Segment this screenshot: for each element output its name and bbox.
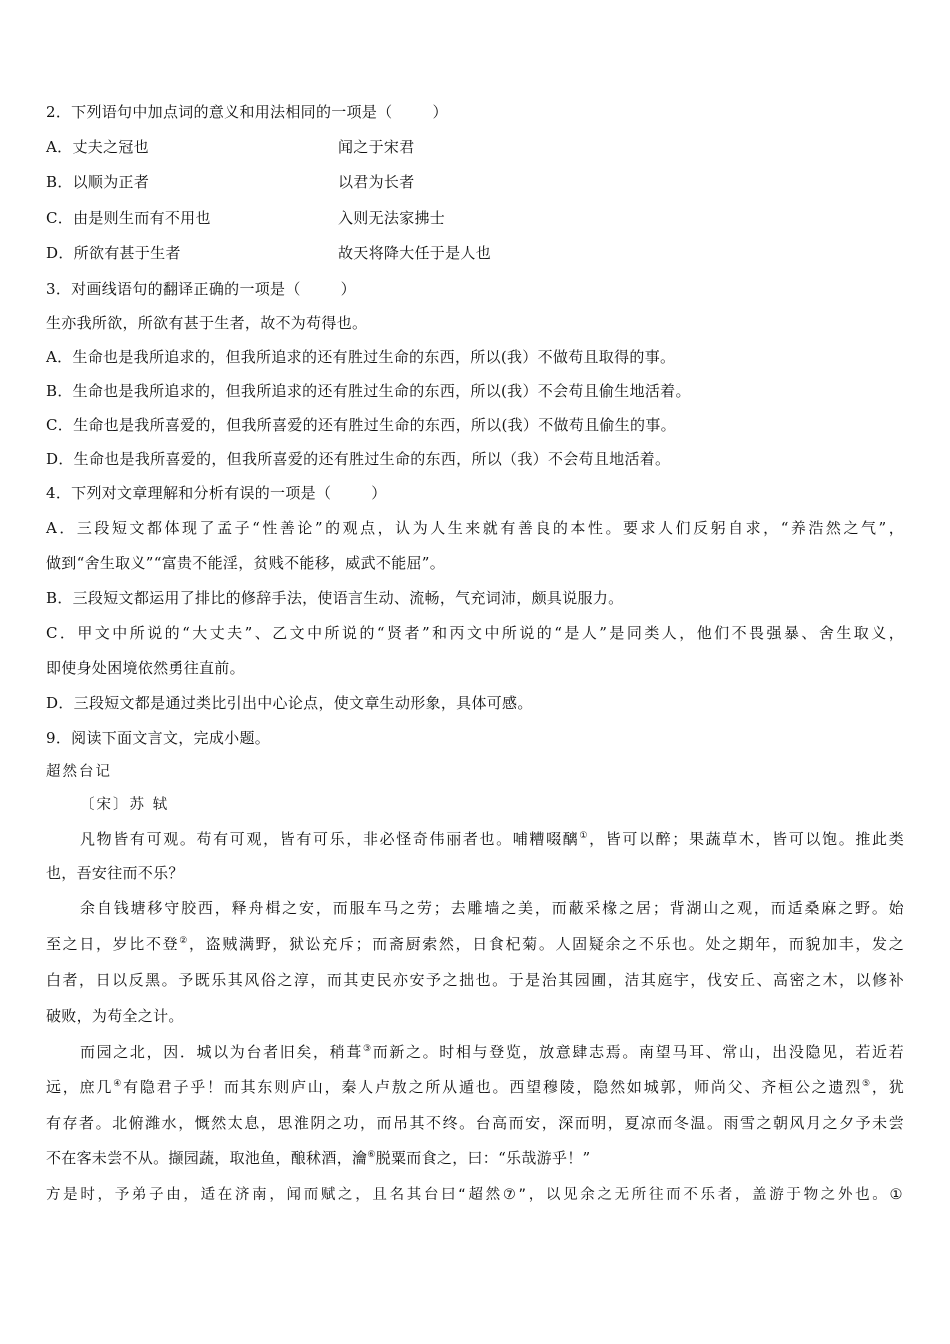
- q4-option-d: [46, 693, 533, 713]
- option-label: B．: [46, 173, 73, 191]
- q4-option-a-line2: 做到“舍生取义”“富贵不能淫，贫贱不能移，威武不能屈”。: [46, 554, 446, 572]
- text: 不在客未尝不从。撷园蔬，取池鱼，酿秫酒，瀹: [46, 1149, 368, 1167]
- text: 而新之。时相与登览，放意肆志焉。南望马耳、常山，出没隐见，若近若: [372, 1043, 904, 1061]
- option-label: C．: [46, 209, 74, 227]
- p1-line1: [80, 829, 904, 849]
- option-right: 入则无法家拂士: [338, 209, 446, 227]
- footnote-marker: ②: [179, 936, 190, 946]
- p4-line1: 方是时，予弟子由，适在济南，闻而赋之，且名其台曰“超然⑦”，以见余之无所往而不乐者，盖游于物之外也。①: [46, 1187, 904, 1203]
- option-label: C．: [46, 416, 74, 434]
- p2-line2: [46, 934, 904, 954]
- option-left: 由是则生而有不用也: [73, 209, 211, 227]
- q4-option-b: [46, 588, 623, 608]
- option-left: 以顺为正者: [72, 173, 150, 191]
- option-text: 三段短文都体现了孟子“性善论”的观点，认为人生来就有善良的本性。要求人们反躬自求，“养浩然之气”，: [76, 519, 904, 537]
- option-label: D．: [46, 450, 74, 468]
- option-right: 闻之于宋君: [338, 138, 415, 156]
- q3-stem: [46, 279, 356, 299]
- text: 凡物皆有可观。苟有可观，皆有可乐，非必怪奇伟丽者也。哺糟啜醨: [80, 830, 580, 848]
- passage-title: 超然台记: [46, 764, 112, 780]
- option-left: 丈夫之冠也: [72, 138, 149, 156]
- q2-option-b: [46, 172, 415, 192]
- q4-stem-close: ）: [371, 484, 387, 502]
- q3-option-a: [46, 347, 675, 367]
- footnote-marker: ⑥: [367, 1150, 376, 1160]
- q2-stem-text: 2．下列语句中加点词的意义和用法相同的一项是（: [46, 103, 393, 121]
- p2-line1: 余自钱塘移守胶西，释舟楫之安，而服车马之劳；去雕墙之美，而蔽采椽之居；背湖山之观，而适桑麻之野。始: [80, 899, 904, 917]
- q4-stem-text: 4．下列对文章理解和分析有误的一项是（: [46, 484, 332, 502]
- option-text: 生命也是我所追求的，但我所追求的还有胜过生命的东西，所以(我）不做苟且取得的事。: [72, 348, 676, 366]
- q3-option-b: [46, 381, 691, 401]
- q3-option-d: [46, 449, 670, 469]
- option-right: 故天将降大任于是人也: [338, 244, 492, 262]
- q2-stem-close: ）: [432, 103, 448, 121]
- option-text: 生命也是我所喜爱的，但我所喜爱的还有胜过生命的东西，所以（我）不会苟且地活着。: [73, 450, 671, 468]
- footnote-marker: ④: [113, 1079, 124, 1089]
- p3-line1: [80, 1042, 904, 1062]
- q2-option-d: [46, 243, 492, 263]
- p2-line4: 破败，为苟全之计。: [46, 1007, 184, 1025]
- q3-stem-close: ）: [340, 280, 356, 298]
- option-label: B．: [46, 382, 73, 400]
- p3-line3: 有存者。北俯潍水，慨然太息，思淮阴之功，而吊其不终。台高而安，深而明，夏凉而冬温。雨雪之朝风月之夕予未尝: [46, 1114, 904, 1132]
- q9-stem: 9．阅读下面文言文，完成小题。: [46, 729, 271, 747]
- q3-option-c: [46, 415, 676, 435]
- text: ，盗贼满野，狱讼充斥；而斋厨索然，日食杞菊。人固疑余之不乐也。处之期年，而貌加丰，发之: [189, 935, 905, 953]
- option-label: B．: [46, 589, 73, 607]
- option-text: 三段短文都运用了排比的修辞手法，使语言生动、流畅，气充词沛，颇具说服力。: [72, 589, 624, 607]
- q3-stem-text: 3．对画线语句的翻译正确的一项是（: [46, 280, 301, 298]
- footnote-marker: ③: [362, 1044, 373, 1054]
- footnote-marker: ⑤: [862, 1079, 872, 1089]
- p3-line4: [46, 1148, 591, 1168]
- q2-stem: [46, 102, 448, 122]
- option-text: 甲文中所说的“大丈夫”、乙文中所说的“贤者”和丙文中所说的“是人”是同类人，他们不畏强暴、舍生取义，: [77, 624, 905, 642]
- text: 有隐君子乎！而其东则庐山，秦人卢敖之所从遁也。西望穆陵，隐然如城郭，师尚父、齐桓公之遗烈: [123, 1078, 863, 1096]
- option-label: A．: [46, 138, 73, 156]
- q4-stem: [46, 483, 387, 503]
- option-label: A．: [46, 348, 73, 366]
- option-label: D．: [46, 244, 74, 262]
- option-text: 三段短文都是通过类比引出中心论点，使文章生动形象，具体可感。: [73, 694, 533, 712]
- p3-line2: [46, 1077, 904, 1097]
- p2-line3: 白者，日以反黑。予既乐其风俗之淳，而其吏民亦安予之拙也。于是治其园圃，洁其庭宇，伐安丘、高密之木，以修补: [46, 971, 904, 989]
- p1-line2: 也，吾安往而不乐？: [46, 864, 184, 882]
- option-text: 生命也是我所喜爱的，但我所喜爱的还有胜过生命的东西，所以(我）不做苟且偷生的事。: [73, 416, 676, 434]
- footnote-marker: ①: [579, 831, 590, 841]
- text: 而园之北，因．城以为台者旧矣，稍葺: [80, 1043, 363, 1061]
- option-right: 以君为长者: [338, 173, 415, 191]
- q3-quote: 生亦我所欲，所欲有甚于生者，故不为苟得也。: [46, 314, 368, 332]
- text: ，皆可以醉；果蔬草木，皆可以饱。推此类: [589, 830, 904, 848]
- text: 至之日，岁比不登: [46, 935, 180, 953]
- option-label: D．: [46, 694, 74, 712]
- q2-option-c: [46, 208, 446, 228]
- text: 远，庶几: [46, 1078, 114, 1096]
- q2-option-a: [46, 137, 415, 157]
- option-label: C．: [46, 624, 78, 642]
- option-label: A．: [46, 519, 77, 537]
- q4-option-c-line2: 即使身处困境依然勇往直前。: [46, 659, 245, 677]
- text: ，犹: [871, 1078, 905, 1096]
- passage-author: 〔宋〕苏 轼: [80, 797, 170, 813]
- option-left: 所欲有甚于生者: [73, 244, 181, 262]
- text: 脱粟而食之，曰：“乐哉游乎！”: [375, 1149, 591, 1167]
- q4-option-c-line1: [46, 623, 904, 643]
- option-text: 生命也是我所追求的，但我所追求的还有胜过生命的东西，所以(我）不会苟且偷生地活着。: [72, 382, 691, 400]
- q4-option-a-line1: [46, 518, 904, 538]
